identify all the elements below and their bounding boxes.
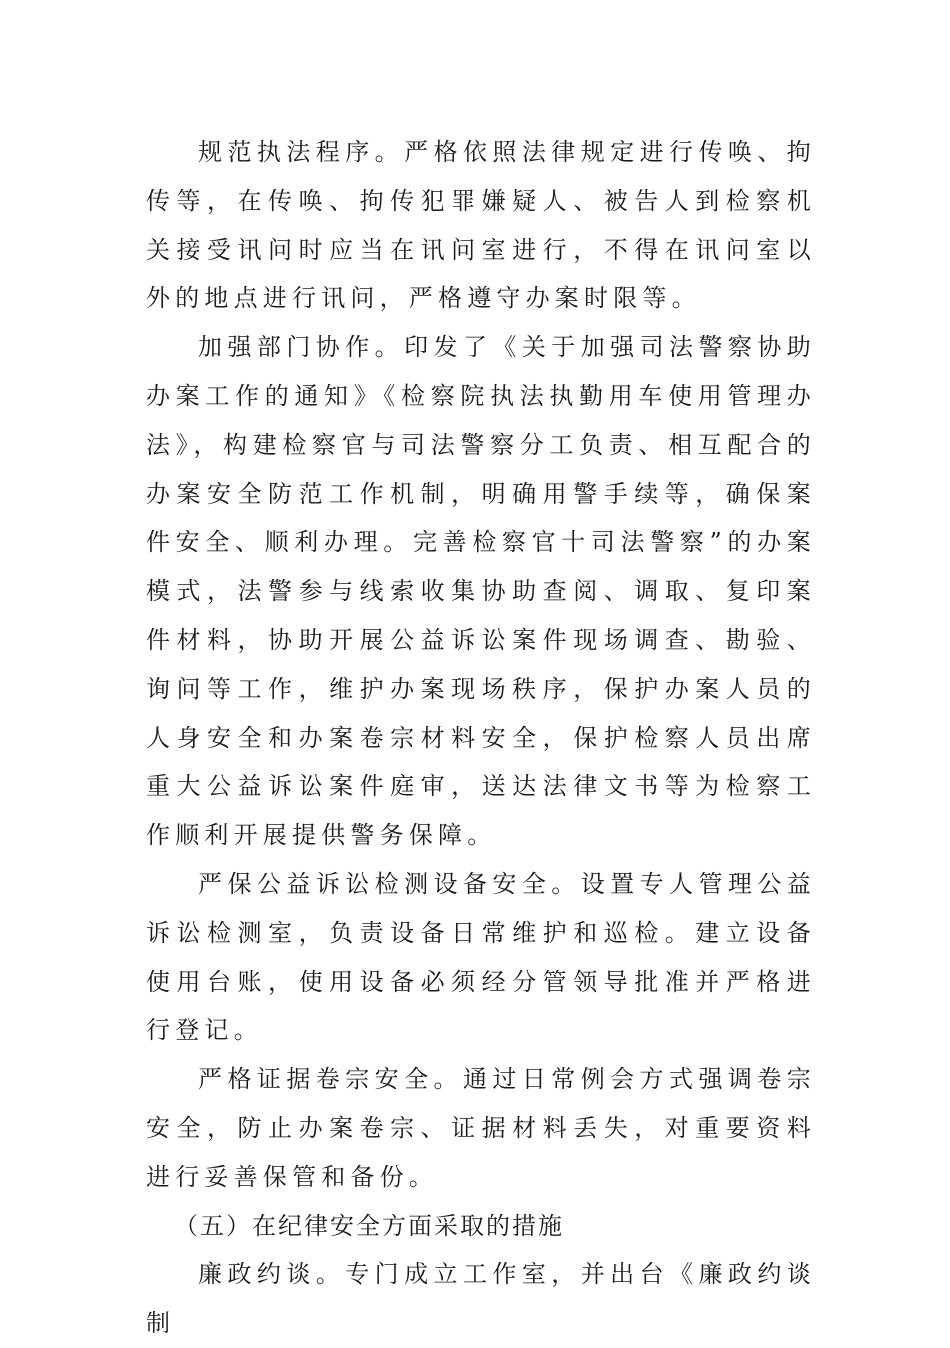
document-body <box>146 128 816 1348</box>
paragraph-equipment: 严保公益诉讼检测设备安全。设置专人管理公益诉讼检测室，负责设备日常维护和巡检。建立设备使用台账，使用设备必须经分管领导批准并严格进行登记。 <box>146 869 816 1045</box>
paragraph-evidence: 严格证据卷宗安全。通过日常例会方式强调卷宗安全，防止办案卷宗、证据材料丢失，对重要资料进行妥善保管和备份。 <box>146 1065 816 1191</box>
section-heading: （五）在纪律安全方面采取的措施 <box>174 1211 564 1240</box>
paragraph-procedure: 规范执法程序。严格依照法律规定进行传唤、拘传等，在传唤、拘传犯罪嫌疑人、被告人到检察机关接受讯问时应当在讯问室进行，不得在讯问室以外的地点进行讯问，严格遵守办案时限等。 <box>146 138 816 313</box>
paragraph-integrity-talk: 廉政约谈。专门成立工作室，并出台《廉政约谈制 <box>146 1260 816 1338</box>
paragraph-cooperation: 加强部门协作。印发了《关于加强司法警察协助办案工作的通知》《检察院执法执勤用车使用管理办法》，构建检察官与司法警察分工负责、相互配合的办案安全防范工作机制，明确用警手续等，确保案件安全、顺利办理。完善检察官十司法警察”的办案模式，法警参与线索收集协助查阅、调取、复印案件材料，协助开展公益诉讼案件现场调查、勘验、询问等工作，维护办案现场秩序，保护办案人员的人身安全和办案卷宗材料安全，保护检察人员出席重大公益诉讼案件庭审，送达法律文书等为检察工作顺利开展提供警务保障。 <box>146 333 816 850</box>
